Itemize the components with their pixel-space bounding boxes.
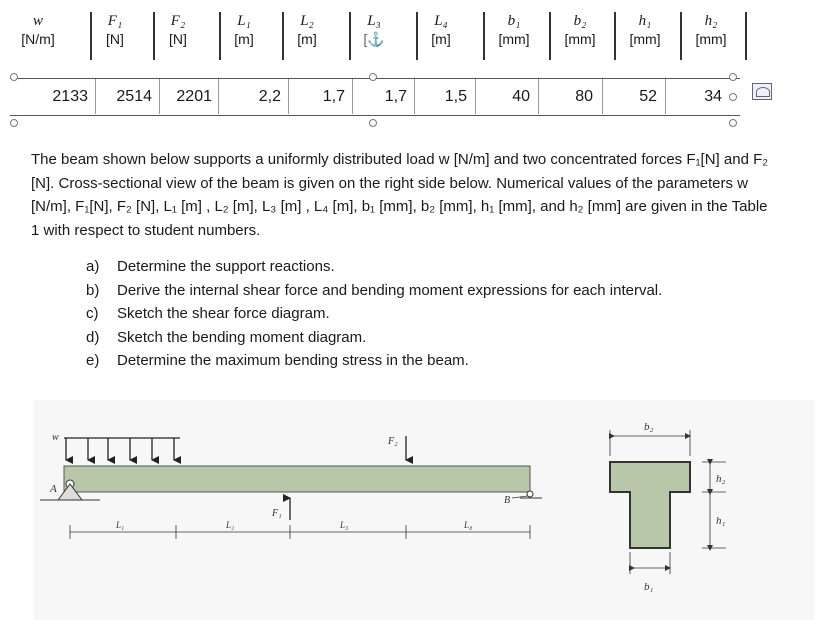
header-cell: h₂ [mm]	[695, 13, 727, 47]
list-item	[86, 255, 662, 279]
list-marker: d)	[86, 328, 100, 346]
table-header	[0, 8, 831, 60]
header-divider	[153, 12, 155, 60]
task-list	[86, 255, 662, 373]
value-cell[interactable]: 52	[639, 88, 657, 105]
header-cell: w [N/m]	[21, 13, 55, 47]
header-divider	[416, 12, 418, 60]
value-cell[interactable]: 1,5	[444, 88, 467, 105]
list-item	[86, 326, 662, 350]
value-cell[interactable]: 40	[512, 88, 530, 105]
cross-section	[610, 421, 726, 593]
list-marker: a)	[86, 258, 100, 275]
resize-handle[interactable]	[10, 119, 18, 127]
f2-label: F₂	[388, 436, 398, 447]
header-divider	[680, 12, 682, 60]
list-marker: b)	[86, 281, 100, 299]
list-item	[86, 349, 662, 373]
header-cell: L₂ [m]	[297, 13, 317, 47]
list-item-text: Sketch the bending moment diagram.	[117, 328, 367, 346]
header-divider	[219, 12, 221, 60]
list-item-text: Sketch the shear force diagram.	[117, 305, 330, 322]
list-item-text: Derive the internal shear force and bending moment expressions for each interval.	[117, 281, 663, 299]
beam-diagram	[34, 400, 814, 620]
value-cell[interactable]: 2201	[176, 88, 212, 105]
l2-label: L₂	[226, 520, 235, 530]
l1-label: L₁	[116, 520, 125, 530]
list-item-text: Determine the maximum bending stress in the beam.	[117, 352, 469, 369]
value-cell[interactable]: 1,7	[384, 88, 407, 105]
header-cell: F₂ [N]	[169, 13, 187, 47]
l3-label: L₃	[340, 520, 349, 530]
b1-label: b₁	[644, 581, 654, 593]
header-divider	[549, 12, 551, 60]
h1-label: h₁	[716, 515, 726, 527]
beam-figure	[34, 400, 814, 620]
resize-handle[interactable]	[369, 73, 377, 81]
header-divider	[483, 12, 485, 60]
layout-options-icon[interactable]	[752, 83, 772, 100]
beam	[64, 466, 530, 492]
value-cell[interactable]: 34	[704, 88, 722, 105]
header-divider	[349, 12, 351, 60]
table-values-row[interactable]	[10, 78, 740, 116]
f1-label: F₁	[272, 508, 282, 519]
h2-label: h₂	[716, 473, 726, 485]
header-cell: L₄ [m]	[431, 13, 451, 47]
support-b-roller	[527, 491, 533, 497]
header-divider	[614, 12, 616, 60]
distributed-load-arrows	[66, 438, 174, 460]
header-cell: L₁ [m]	[234, 13, 254, 47]
list-item-text: Determine the support reactions.	[117, 258, 335, 275]
value-cell[interactable]: 2514	[116, 88, 152, 105]
support-b-label: B	[504, 495, 511, 506]
anchor-icon: [⚓	[363, 31, 385, 47]
header-cell: L₃ [⚓	[354, 8, 394, 60]
t-section	[610, 462, 690, 548]
resize-handle[interactable]	[729, 73, 737, 81]
header-divider	[745, 12, 747, 60]
support-a-label: A	[50, 483, 57, 495]
b2-label: b₂	[644, 421, 654, 433]
list-item	[86, 279, 662, 303]
header-cell: h₁ [mm]	[629, 13, 661, 47]
header-divider	[90, 12, 92, 60]
l4-label: L₄	[464, 520, 473, 530]
value-cell[interactable]: 1,7	[322, 88, 345, 105]
resize-handle[interactable]	[729, 119, 737, 127]
list-item	[86, 302, 662, 326]
list-marker: c)	[86, 305, 99, 322]
header-cell: F₁ [N]	[106, 13, 124, 47]
value-cell[interactable]: 80	[575, 88, 593, 105]
header-cell: b₂ [mm]	[564, 13, 596, 47]
resize-handle[interactable]	[729, 93, 737, 101]
value-cell[interactable]: 2,2	[258, 88, 281, 105]
list-marker: e)	[86, 352, 100, 369]
load-label: w	[52, 432, 59, 443]
value-cell[interactable]: 2133	[52, 88, 88, 105]
header-divider	[282, 12, 284, 60]
problem-statement: The beam shown below supports a uniformly distributed load w [N/m] and two concentrated forces F₁[N] and F₂ [N]. Cross-sectional view of the beam is given on the right side below. Numerical values of the parameters w [N/m], F₁[N], F₂ [N], L₁ [m] , L₂ [m], L₃ [m] , L₄ [m], b₁ [mm], b₂ [mm], h₁ [mm], and h₂ [mm] are given in the Table 1 with respect to student numbers.	[31, 151, 769, 239]
resize-handle[interactable]	[10, 73, 18, 81]
header-cell: b₁ [mm]	[498, 13, 530, 47]
resize-handle[interactable]	[369, 119, 377, 127]
